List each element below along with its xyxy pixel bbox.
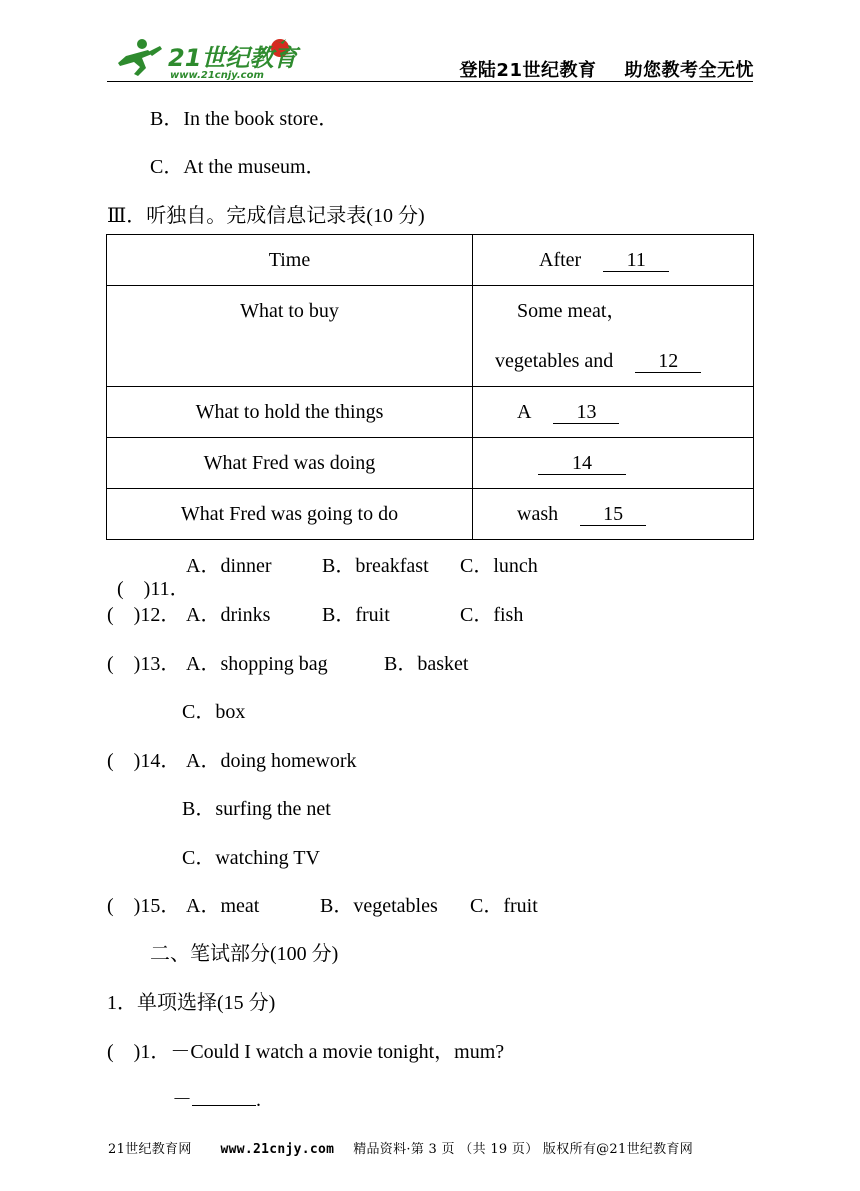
q14-option-b[interactable]: B．surfing the net: [182, 798, 331, 820]
q12-option-c[interactable]: C．fish: [460, 604, 524, 626]
table-row: [107, 235, 754, 286]
q11-option-b[interactable]: B．breakfast: [322, 555, 429, 577]
question-15: ( )15．: [107, 895, 181, 917]
table-row: [107, 489, 754, 540]
table-cell: [473, 438, 754, 489]
header-text-login: 登陆21世纪教育: [459, 60, 597, 81]
site-logo: [112, 36, 307, 82]
section-3-title: Ⅲ．听独自。完成信息记录表(10 分): [107, 205, 425, 227]
table-row: [107, 438, 754, 489]
table-cell: What Fred was doing: [107, 438, 473, 489]
q15-option-b[interactable]: B．vegetables: [320, 895, 438, 917]
logo-url-text: www.21cnjy.com: [170, 70, 264, 81]
q11-option-c[interactable]: C．lunch: [460, 555, 538, 577]
table-row: [107, 286, 754, 387]
answer-blank-11[interactable]: 11: [603, 249, 669, 272]
q14-option-c[interactable]: C．watching TV: [182, 847, 320, 869]
q11-option-a[interactable]: A．dinner: [186, 555, 272, 577]
table-cell: Some meat， vegetables and 12: [473, 286, 754, 387]
option-c-prev: C．At the museum．: [150, 156, 326, 178]
q15-option-a[interactable]: A．meat: [186, 895, 260, 917]
q13-option-b[interactable]: B．basket: [384, 653, 469, 675]
question-1-answer-line: － .: [172, 1089, 261, 1111]
question-12: ( )12．: [107, 604, 181, 626]
question-1-text: －Could I watch a movie tonight，mum?: [170, 1041, 505, 1063]
question-14: ( )14．: [107, 750, 181, 772]
q13-option-c[interactable]: C．box: [182, 701, 246, 723]
table-row: [107, 387, 754, 438]
q13-option-a[interactable]: A．shopping bag: [186, 653, 328, 675]
table-cell: After 11: [473, 235, 754, 286]
table-cell: What to buy: [107, 286, 473, 387]
question-13: ( )13．: [107, 653, 181, 675]
answer-blank-14[interactable]: 14: [538, 452, 626, 475]
page-footer: [108, 1138, 693, 1157]
question-1: ( )1．－Could I watch a movie tonight，mum?: [107, 1041, 505, 1063]
table-cell: Time: [107, 235, 473, 286]
header-text-slogan: 助您教考全无忧: [624, 60, 754, 81]
section-1-title: 1．单项选择(15 分): [107, 992, 276, 1014]
q12-option-b[interactable]: B．fruit: [322, 604, 390, 626]
header-slogan: [459, 56, 754, 82]
footer-page-info: 精品资料·第 3 页 （共 19 页） 版权所有@21世纪教育网: [353, 1142, 694, 1157]
runner-figure: [118, 39, 162, 76]
q15-option-c[interactable]: C．fruit: [470, 895, 538, 917]
footer-site-name: 21世纪教育网: [108, 1142, 192, 1157]
logo-brand-text: 21世纪教育: [168, 44, 298, 72]
option-b-prev: B．In the book store．: [150, 108, 339, 130]
answer-blank-13[interactable]: 13: [553, 401, 619, 424]
info-record-table: [106, 234, 754, 540]
answer-blank-q1[interactable]: [192, 1087, 256, 1106]
answer-blank-15[interactable]: 15: [580, 503, 646, 526]
header-rule: [107, 81, 753, 82]
answer-blank-12[interactable]: 12: [635, 350, 701, 373]
footer-url[interactable]: www.21cnjy.com: [220, 1142, 335, 1157]
table-cell: wash 15: [473, 489, 754, 540]
table-cell: What Fred was going to do: [107, 489, 473, 540]
table-cell: What to hold the things: [107, 387, 473, 438]
q12-option-a[interactable]: A．drinks: [186, 604, 271, 626]
written-part-title: 二、笔试部分(100 分): [150, 943, 339, 965]
table-cell: A 13: [473, 387, 754, 438]
q14-option-a[interactable]: A．doing homework: [186, 750, 357, 772]
question-11: ( )11．: [117, 578, 190, 600]
